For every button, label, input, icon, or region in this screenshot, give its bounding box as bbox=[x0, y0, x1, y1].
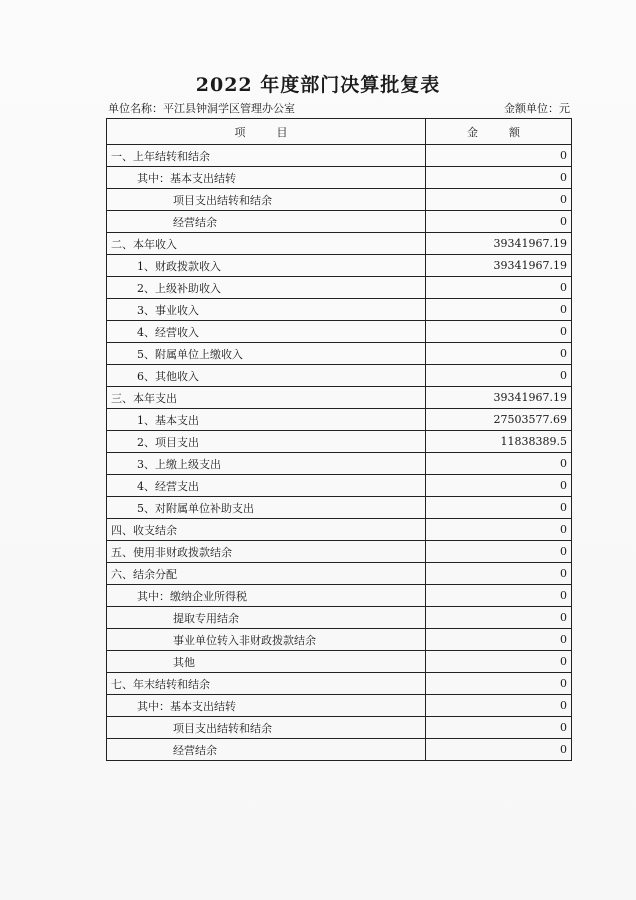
table-row bbox=[107, 695, 572, 717]
row-label: 其中：基本支出结转 bbox=[107, 695, 426, 717]
table-row bbox=[107, 607, 572, 629]
row-label: 项目支出结转和结余 bbox=[107, 189, 426, 211]
table-row bbox=[107, 475, 572, 497]
budget-table bbox=[106, 118, 572, 761]
row-amount: 0 bbox=[426, 453, 572, 475]
row-label: 七、年末结转和结余 bbox=[107, 673, 426, 695]
row-label: 一、上年结转和结余 bbox=[107, 145, 426, 167]
row-label: 3、上缴上级支出 bbox=[107, 453, 426, 475]
row-label: 提取专用结余 bbox=[107, 607, 426, 629]
table-row bbox=[107, 321, 572, 343]
row-amount: 0 bbox=[426, 563, 572, 585]
table-row bbox=[107, 299, 572, 321]
row-amount: 27503577.69 bbox=[426, 409, 572, 431]
table-row bbox=[107, 651, 572, 673]
row-amount: 0 bbox=[426, 277, 572, 299]
row-label: 六、结余分配 bbox=[107, 563, 426, 585]
table-row bbox=[107, 255, 572, 277]
row-label: 二、本年收入 bbox=[107, 233, 426, 255]
row-amount: 0 bbox=[426, 211, 572, 233]
row-amount: 0 bbox=[426, 145, 572, 167]
table-row bbox=[107, 277, 572, 299]
table-row bbox=[107, 519, 572, 541]
item-column-header: 项 目 bbox=[107, 119, 426, 145]
table-body bbox=[107, 145, 572, 761]
row-label: 其中：缴纳企业所得税 bbox=[107, 585, 426, 607]
row-amount: 0 bbox=[426, 629, 572, 651]
row-label: 1、财政拨款收入 bbox=[107, 255, 426, 277]
row-amount: 0 bbox=[426, 189, 572, 211]
table-row bbox=[107, 717, 572, 739]
unit-name: 单位名称：平江县钟洞学区管理办公室 bbox=[108, 102, 295, 115]
row-amount: 0 bbox=[426, 299, 572, 321]
row-amount: 0 bbox=[426, 519, 572, 541]
row-amount: 0 bbox=[426, 167, 572, 189]
row-amount: 0 bbox=[426, 585, 572, 607]
table-row bbox=[107, 365, 572, 387]
document-title: 2022 年度部门决算批复表 bbox=[195, 74, 441, 96]
table-row bbox=[107, 497, 572, 519]
row-amount: 0 bbox=[426, 673, 572, 695]
row-amount: 0 bbox=[426, 343, 572, 365]
row-amount: 0 bbox=[426, 365, 572, 387]
table-row bbox=[107, 233, 572, 255]
row-label: 2、项目支出 bbox=[107, 431, 426, 453]
table-row bbox=[107, 453, 572, 475]
table-row bbox=[107, 409, 572, 431]
row-label: 1、基本支出 bbox=[107, 409, 426, 431]
row-label: 4、经营支出 bbox=[107, 475, 426, 497]
row-label: 5、附属单位上缴收入 bbox=[107, 343, 426, 365]
row-label: 其他 bbox=[107, 651, 426, 673]
table-row bbox=[107, 343, 572, 365]
row-amount: 0 bbox=[426, 739, 572, 761]
table-row bbox=[107, 739, 572, 761]
table-row bbox=[107, 563, 572, 585]
row-label: 五、使用非财政拨款结余 bbox=[107, 541, 426, 563]
table-row bbox=[107, 189, 572, 211]
row-label: 3、事业收入 bbox=[107, 299, 426, 321]
row-label: 事业单位转入非财政拨款结余 bbox=[107, 629, 426, 651]
table-row bbox=[107, 387, 572, 409]
row-label: 经营结余 bbox=[107, 739, 426, 761]
row-amount: 0 bbox=[426, 497, 572, 519]
row-amount: 0 bbox=[426, 607, 572, 629]
row-amount: 0 bbox=[426, 651, 572, 673]
row-amount: 39341967.19 bbox=[426, 233, 572, 255]
row-amount: 0 bbox=[426, 695, 572, 717]
table-row bbox=[107, 145, 572, 167]
row-label: 2、上级补助收入 bbox=[107, 277, 426, 299]
row-label: 其中：基本支出结转 bbox=[107, 167, 426, 189]
currency-unit: 金额单位：元 bbox=[504, 102, 570, 115]
row-amount: 0 bbox=[426, 541, 572, 563]
row-label: 经营结余 bbox=[107, 211, 426, 233]
table-row bbox=[107, 211, 572, 233]
row-amount: 0 bbox=[426, 321, 572, 343]
row-label: 4、经营收入 bbox=[107, 321, 426, 343]
amount-column-header: 金 额 bbox=[426, 119, 572, 145]
row-label: 5、对附属单位补助支出 bbox=[107, 497, 426, 519]
row-amount: 0 bbox=[426, 717, 572, 739]
table-header-row bbox=[107, 119, 572, 145]
table-row bbox=[107, 585, 572, 607]
table-row bbox=[107, 673, 572, 695]
row-label: 三、本年支出 bbox=[107, 387, 426, 409]
row-amount: 39341967.19 bbox=[426, 255, 572, 277]
row-label: 6、其他收入 bbox=[107, 365, 426, 387]
table-row bbox=[107, 167, 572, 189]
row-amount: 11838389.5 bbox=[426, 431, 572, 453]
row-amount: 39341967.19 bbox=[426, 387, 572, 409]
table-row bbox=[107, 541, 572, 563]
row-amount: 0 bbox=[426, 475, 572, 497]
table-row bbox=[107, 431, 572, 453]
row-label: 四、收支结余 bbox=[107, 519, 426, 541]
table-row bbox=[107, 629, 572, 651]
row-label: 项目支出结转和结余 bbox=[107, 717, 426, 739]
